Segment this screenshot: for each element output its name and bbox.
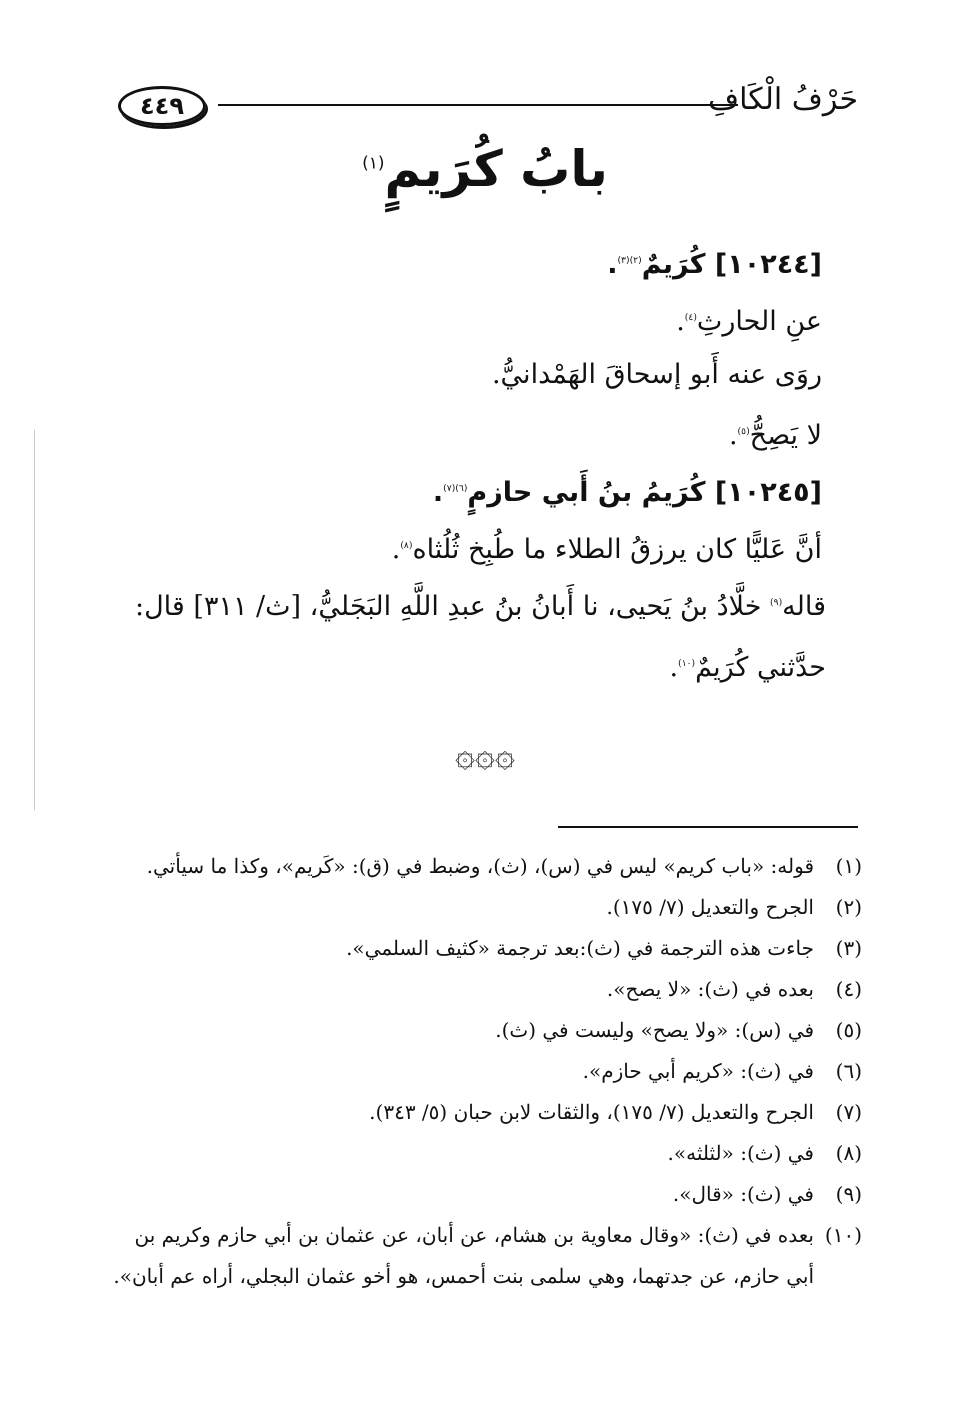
entries-body <box>102 232 826 696</box>
footnote-number: (١) <box>835 854 862 878</box>
chapter-title <box>0 140 970 198</box>
footnote <box>112 1010 862 1051</box>
footnote <box>112 887 862 928</box>
running-title: حَرْفُ الْكَافِ <box>707 82 858 117</box>
footnote <box>112 928 862 969</box>
entry-line-end: . <box>728 420 738 451</box>
entry-notes: (٢)(٣) <box>617 255 642 266</box>
footnote-text: في (ث): «لثلثه». <box>667 1141 814 1165</box>
header-rule <box>218 104 738 106</box>
entry-number: [١٠٢٤٥] <box>714 477 822 508</box>
entry-line <box>102 346 822 403</box>
isnad-note: (٩) <box>770 597 783 608</box>
footnote-number: (٥) <box>835 1018 862 1042</box>
chapter-title-text: بابُ كُرَيمٍ <box>384 140 608 198</box>
entry-line-end: . <box>676 306 685 337</box>
footnote-number: (٦) <box>835 1059 862 1083</box>
footnote-number: (٧) <box>835 1100 862 1124</box>
footnote <box>112 969 862 1010</box>
footnote <box>112 1133 862 1174</box>
footnote-text: في (ث): «كريم أبي حازم». <box>582 1059 814 1083</box>
footnote-text: قوله: «باب كريم» ليس في (س)، (ث)، وضبط في (ق): «كَريم»، وكذا ما سيأتي. <box>146 854 814 878</box>
chapter-title-note: (١) <box>362 153 385 174</box>
footnotes <box>112 846 862 1297</box>
entry-line-text: لا يَصِحُّ <box>749 420 822 451</box>
isnad-end-note: (١٠) <box>678 658 696 669</box>
footnote-number: (٨) <box>835 1141 862 1165</box>
isnad-text: خلَّادُ بنُ يَحيى، نا أَبانُ بنُ عبدِ اللَّهِ البَجَليُّ، [ث/ ٣١١] قال: حدَّثني كُرَيمٌ <box>134 591 826 683</box>
footnote <box>112 1174 862 1215</box>
entry-line-end: . <box>391 534 401 565</box>
isnad-paragraph <box>104 574 826 696</box>
page-header <box>118 80 858 132</box>
entry-line-text: عنِ الحارثِ <box>696 306 822 337</box>
footnote-text: جاءت هذه الترجمة في (ث):بعد ترجمة «كثيف السلمي». <box>346 936 814 960</box>
footnote-number: (٩) <box>835 1182 862 1206</box>
footnote-number: (١٠) <box>824 1223 862 1247</box>
isnad-start: قاله <box>782 591 826 622</box>
footnote-text: بعده في (ث): «لا يصح». <box>606 977 814 1001</box>
entry-line <box>102 517 822 574</box>
footnote-text: الجرح والتعديل (٧/ ١٧٥). <box>606 895 814 919</box>
entry-line-text: أنَّ عَليًّا كان يرزقُ الطلاء ما طُبِخ ثُلُثاه <box>412 534 822 565</box>
entry-line-text: روَى عنه أَبو إسحاقَ الهَمْدانيُّ. <box>491 359 822 390</box>
footnote-text: بعده في (ث): «وقال معاوية بن هشام، عن أبان، عن عثمان بن أبي حازم وكريم بن أبي حازم، عن جدتهما، وهي سلمى بنت أحمس، هو أخو عثمان البجلي، أراه عم أبان». <box>113 1223 814 1288</box>
isnad-end: . <box>669 652 679 683</box>
footnote-number: (٣) <box>835 936 862 960</box>
entry-line-notes: (٨) <box>400 540 413 551</box>
entry-end: . <box>432 477 444 508</box>
entry-line <box>102 289 822 346</box>
entry-10244 <box>102 232 822 289</box>
entry-notes: (٦)(٧) <box>443 483 468 494</box>
entry-line-notes: (٥) <box>737 426 750 437</box>
footnote-rule <box>558 826 858 828</box>
section-ornament: ۞۞۞ <box>455 735 515 775</box>
entry-line <box>102 403 822 460</box>
footnote-number: (٤) <box>835 977 862 1001</box>
footnote <box>112 846 862 887</box>
entry-line-notes: (٤) <box>684 312 697 323</box>
footnote <box>112 1215 862 1297</box>
footnote-number: (٢) <box>835 895 862 919</box>
footnote-text: الجرح والتعديل (٧/ ١٧٥)، والثقات لابن حبان (٥/ ٣٤٣). <box>369 1100 814 1124</box>
entry-name: كُرَيمٌ <box>641 249 706 280</box>
entry-end: . <box>607 249 618 280</box>
page-number: ٤٤٩ <box>118 86 206 126</box>
footnote <box>112 1092 862 1133</box>
entry-name: كُرَيمُ بنُ أَبي حازمٍ <box>467 477 706 508</box>
footnote-text: في (س): «ولا يصح» وليست في (ث). <box>495 1018 814 1042</box>
footnote <box>112 1051 862 1092</box>
footnote-text: في (ث): «قال». <box>672 1182 814 1206</box>
entry-10245 <box>102 460 822 517</box>
entry-number: [١٠٢٤٤] <box>714 249 822 280</box>
